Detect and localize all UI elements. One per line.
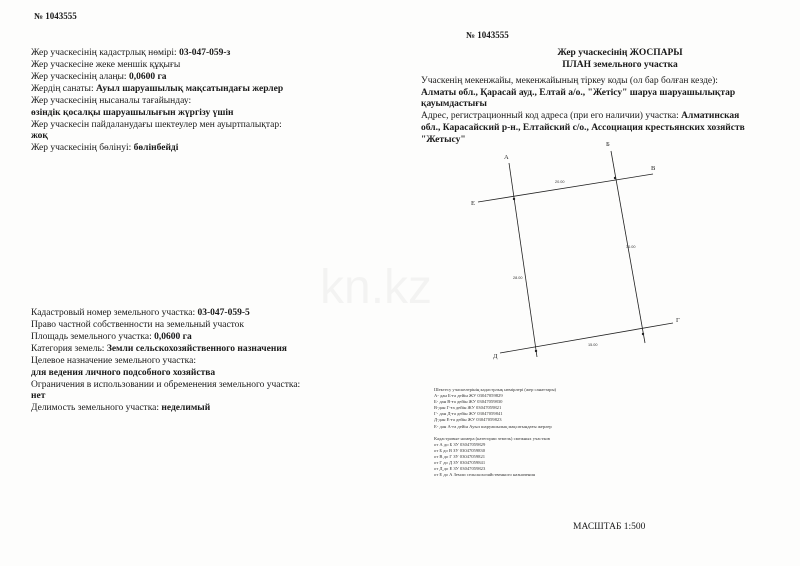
- address-kz-value-1: Алматы обл., Қарасай ауд., Елтай а/о., "Жетісу" шаруа шаруашылықтар: [421, 88, 736, 98]
- ru-area-row: Площадь земельного участка: 0,0600 га: [31, 332, 192, 342]
- ru-ownership-row: Право частной собственности на земельный участок: [31, 320, 245, 330]
- vertex-g: [642, 333, 644, 335]
- kz-purpose-value: өзіндік қосалқы шаруашылығын жүргізу үшін: [31, 108, 234, 118]
- dim-top: 20.00: [555, 180, 565, 184]
- boundary-line-bottom: [500, 323, 673, 353]
- legend-line: от Д до Е ЗУ 03047059823: [434, 466, 486, 472]
- boundary-line-top: [478, 174, 653, 202]
- kz-divisibility-row: Жер учаскесінің бөлінуі: бөлінбейді: [31, 143, 179, 153]
- kz-category-row: Жердің санаты: Ауыл шаруашылық мақсатындағы жерлер: [31, 84, 284, 94]
- ru-purpose-value: для ведения личного подсобного хозяйства: [31, 368, 216, 378]
- vertex-a: [513, 198, 515, 200]
- legend-line: А- дан Б-ға дейін ЖУ 03047059829: [434, 393, 503, 399]
- dim-left: 28.00: [513, 276, 523, 280]
- address-kz-value-2: қауымдастығы: [421, 99, 487, 109]
- doc-number: № 1043555: [34, 11, 77, 21]
- legend-line: от Е до А Земли сельскохозяйственного назначения: [434, 472, 535, 478]
- scale-label: МАСШТАБ 1:500: [573, 522, 646, 532]
- kz-ownership-row: Жер учаскесіне жеке меншік құқығы: [31, 60, 181, 70]
- kz-restrictions-label: Жер учаскесін пайдаланудағы шектеулер мен ауыртпалықтар:: [31, 120, 282, 130]
- ru-restrictions-label: Ограничения в использовании и обременения земельного участка:: [31, 380, 301, 390]
- legend-line: Б- дан В-ға дейін ЖУ 03047059830: [434, 399, 503, 405]
- label-g: Г: [676, 317, 680, 324]
- boundary-line-left: [509, 163, 537, 357]
- address-ru-value-3: "Жетысу": [421, 135, 466, 145]
- legend-line: от Г до Д ЗУ 03047059841: [434, 460, 486, 466]
- legend-line: В-дан Г-ға дейін ЖУ 03047059821: [434, 405, 502, 411]
- address-ru-value-2: обл., Карасайский р-н., Елтайский с/о., Ассоциация крестьянских хозяйств: [421, 123, 745, 133]
- legend-line: Кадастровые номера (категории земель) смежных участков: [434, 435, 550, 441]
- dim-bottom: 15.00: [588, 343, 598, 347]
- label-d: Д: [493, 353, 498, 360]
- ru-restrictions-value: нет: [31, 391, 46, 401]
- legend-line: Е- дан А-ға дейін Ауыл шаруашылық мақсатындағы жерлер: [434, 423, 552, 429]
- ru-purpose-label: Целевое назначение земельного участка:: [31, 356, 196, 366]
- legend-line: от А до Б ЗУ 03047059829: [434, 441, 486, 447]
- label-e: Е: [471, 200, 475, 207]
- kz-cadastral-row: Жер учаскесінің кадастрлық нөмірі: 03-047-059-з: [31, 48, 231, 58]
- kz-area-row: Жер учаскесінің алаңы: 0,0600 га: [31, 72, 167, 82]
- legend-line: Г- дан Д-ға дейін ЖУ 03047059841: [434, 411, 503, 417]
- legend-line: Шектесу учаскелерінің кадастрлық нөмірлері (жер санаттары): [434, 387, 557, 392]
- adjacent-parcels-legend: [434, 387, 556, 478]
- vertex-b: [614, 177, 616, 179]
- legend-line: от Б до В ЗУ 03047059830: [434, 447, 486, 453]
- legend-line: Д-дан Е-ға дейін ЖУ 03047059823: [434, 417, 502, 423]
- kz-purpose-label: Жер учаскесінің нысаналы тағайындау:: [31, 96, 192, 106]
- address-ru-label: Адрес, регистрационный код адреса (при его наличии) участка: Алматинская: [421, 111, 740, 121]
- ru-divisibility-row: Делимость земельного участка: неделимый: [31, 403, 211, 413]
- ru-category-row: Категория земель: Земли сельскохозяйственного назначения: [31, 344, 287, 354]
- address-kz-label: Учаскенің мекенжайы, мекенжайының тіркеу коды (ол бар болған кезде):: [421, 76, 718, 86]
- legend-line: от В до Г ЗУ 03047059821: [434, 454, 486, 460]
- plan-title-kz: Жер учаскесінің ЖОСПАРЫ: [557, 48, 683, 58]
- vertex-d: [535, 350, 537, 352]
- label-a: А: [504, 154, 509, 161]
- dim-right: 30.00: [626, 245, 636, 249]
- doc-number-right: № 1043555: [466, 30, 509, 40]
- label-b: Б: [606, 141, 610, 148]
- plan-title-ru: ПЛАН земельного участка: [562, 60, 678, 70]
- kz-restrictions-value: жоқ: [31, 131, 48, 141]
- ru-cadastral-row: Кадастровый номер земельного участка: 03-047-059-5: [31, 308, 250, 318]
- label-v: В: [651, 165, 656, 172]
